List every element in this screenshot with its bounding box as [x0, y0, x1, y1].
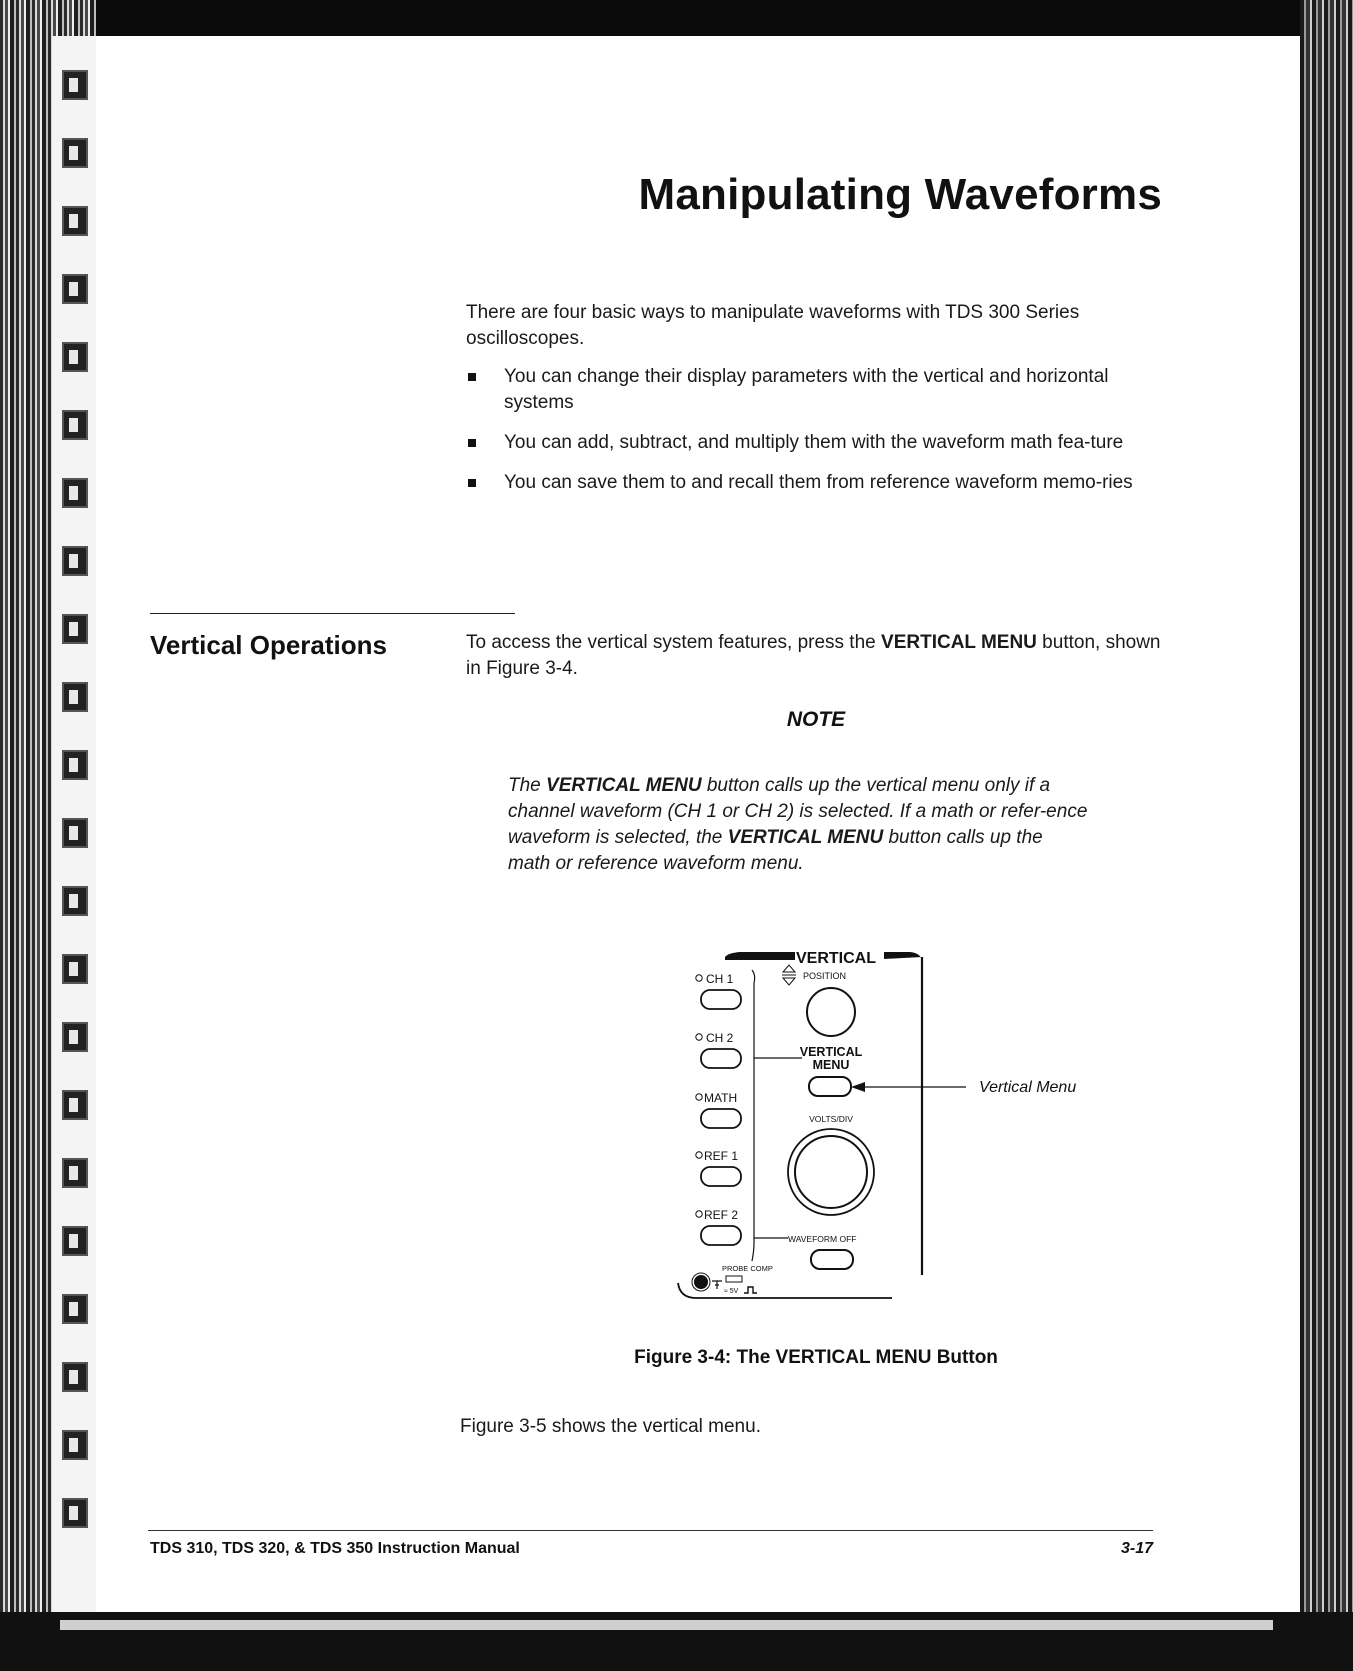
note-text: button calls up the vertical menu only if a channel waveform (CH 1 or CH 2) is selected. If a math or refer-ence waveform is selected, the [508, 775, 1088, 848]
note-body [508, 773, 1088, 877]
binder-hole [62, 954, 88, 984]
section-text-before: To access the vertical system features, press the [466, 632, 882, 653]
binder-hole [62, 614, 88, 644]
binder-hole [62, 1498, 88, 1528]
closing-paragraph: Figure 3-5 shows the vertical menu. [460, 1416, 761, 1437]
binder-hole [62, 1022, 88, 1052]
panel-top-bar-right [884, 952, 922, 963]
ch2-label: CH 2 [706, 1031, 734, 1045]
callout-arrowhead-icon [851, 1082, 865, 1092]
ch1-button [701, 990, 741, 1009]
figure-caption: Figure 3-4: The VERTICAL MENU Button [634, 1347, 998, 1368]
note-heading: NOTE [786, 708, 846, 731]
panel-top-bar-notch [790, 952, 795, 960]
ref1-button [701, 1167, 741, 1186]
ch1-label: CH 1 [706, 972, 734, 986]
section-text-strong: VERTICAL MENU [881, 632, 1037, 653]
probe-comp-value: ≈ 5V [724, 1288, 739, 1295]
list-item [466, 470, 1166, 496]
section-text-after: button, shown in Figure 3-4. [466, 632, 1161, 679]
waveform-off-button [811, 1250, 853, 1269]
scan-border-top [0, 0, 1353, 36]
binder-hole [62, 274, 88, 304]
panel-title: VERTICAL [796, 950, 876, 967]
bullet-text: You can change their display parameters with the vertical and horizontal systems [504, 366, 1109, 413]
volts-div-label: VOLTS/DIV [809, 1114, 853, 1124]
scan-border-right [1300, 0, 1353, 1671]
position-up-arrow-icon [783, 965, 795, 972]
binder-hole [62, 750, 88, 780]
vertical-menu-label-line1: VERTICAL [799, 1045, 863, 1059]
binder-hole [62, 410, 88, 440]
ref2-button [701, 1226, 741, 1245]
note-text: The [508, 775, 547, 796]
probe-comp-square-icon [726, 1276, 742, 1282]
section-divider [150, 613, 515, 614]
vertical-menu-button [809, 1077, 851, 1096]
binder-hole [62, 818, 88, 848]
note-strong: VERTICAL MENU [546, 775, 702, 796]
page-title: Manipulating Waveforms [638, 170, 1162, 219]
footer-manual-title: TDS 310, TDS 320, & TDS 350 Instruction Manual [150, 1540, 520, 1557]
binder-hole [62, 1226, 88, 1256]
footer-page-number: 3-17 [1120, 1540, 1153, 1557]
position-down-arrow-icon [783, 978, 795, 985]
position-label: POSITION [803, 971, 847, 981]
callout-label: Vertical Menu [979, 1079, 1077, 1096]
ch2-led-icon [696, 1034, 702, 1040]
list-item [466, 364, 1166, 416]
ground-symbol-icon [712, 1281, 722, 1289]
math-led-icon [696, 1094, 702, 1100]
ref2-led-icon [696, 1211, 702, 1217]
probe-comp-terminal-icon [695, 1276, 708, 1289]
channel-buttons [696, 972, 741, 1245]
binder-hole [62, 70, 88, 100]
binder-hole [62, 886, 88, 916]
binder-hole [62, 1158, 88, 1188]
ref2-label: REF 2 [704, 1208, 739, 1222]
channel-bracket [752, 970, 755, 1261]
intro-paragraph: There are four basic ways to manipulate waveforms with TDS 300 Series oscilloscopes. [466, 302, 1080, 349]
footer-rule [148, 1530, 1153, 1531]
panel-bottom-edge [678, 1283, 892, 1298]
bullet-text: You can add, subtract, and multiply them with the waveform math fea-ture [504, 432, 1124, 453]
ch1-led-icon [696, 975, 702, 981]
waveform-off-label: WAVEFORM OFF [788, 1234, 857, 1244]
bullet-marker [468, 373, 476, 381]
note-strong: VERTICAL MENU [727, 827, 884, 848]
note-text: button calls up the math or reference waveform menu. [508, 827, 1043, 874]
binder-hole [62, 546, 88, 576]
position-knob [807, 988, 855, 1036]
binder-hole [62, 206, 88, 236]
vertical-panel-diagram [660, 945, 1120, 1315]
binder-hole [62, 1362, 88, 1392]
binder-hole [62, 1294, 88, 1324]
math-label: MATH [704, 1091, 738, 1105]
bullet-marker [468, 479, 476, 487]
binder-hole [62, 1090, 88, 1120]
binder-hole [62, 1430, 88, 1460]
math-button [701, 1109, 741, 1128]
scan-border-bottom [0, 1612, 1353, 1671]
vertical-menu-label-line2: MENU [812, 1058, 850, 1072]
ch2-button [701, 1049, 741, 1068]
section-heading: Vertical Operations [150, 630, 387, 660]
binder-hole [62, 342, 88, 372]
list-item [466, 430, 1166, 456]
bullet-text: You can save them to and recall them from reference waveform memo-ries [504, 472, 1133, 493]
ref1-label: REF 1 [704, 1149, 739, 1163]
binder-hole [62, 138, 88, 168]
binder-hole [62, 682, 88, 712]
panel-top-bar-left [725, 952, 790, 960]
figure-vertical-panel [660, 945, 1120, 1315]
volts-div-knob-inner [795, 1136, 867, 1208]
section-paragraph [466, 630, 1166, 682]
square-wave-icon [744, 1287, 757, 1293]
ref1-led-icon [696, 1152, 702, 1158]
binder-hole [62, 478, 88, 508]
bullet-marker [468, 439, 476, 447]
probe-comp-label: PROBE COMP [722, 1264, 773, 1273]
bullet-list [466, 364, 1166, 510]
